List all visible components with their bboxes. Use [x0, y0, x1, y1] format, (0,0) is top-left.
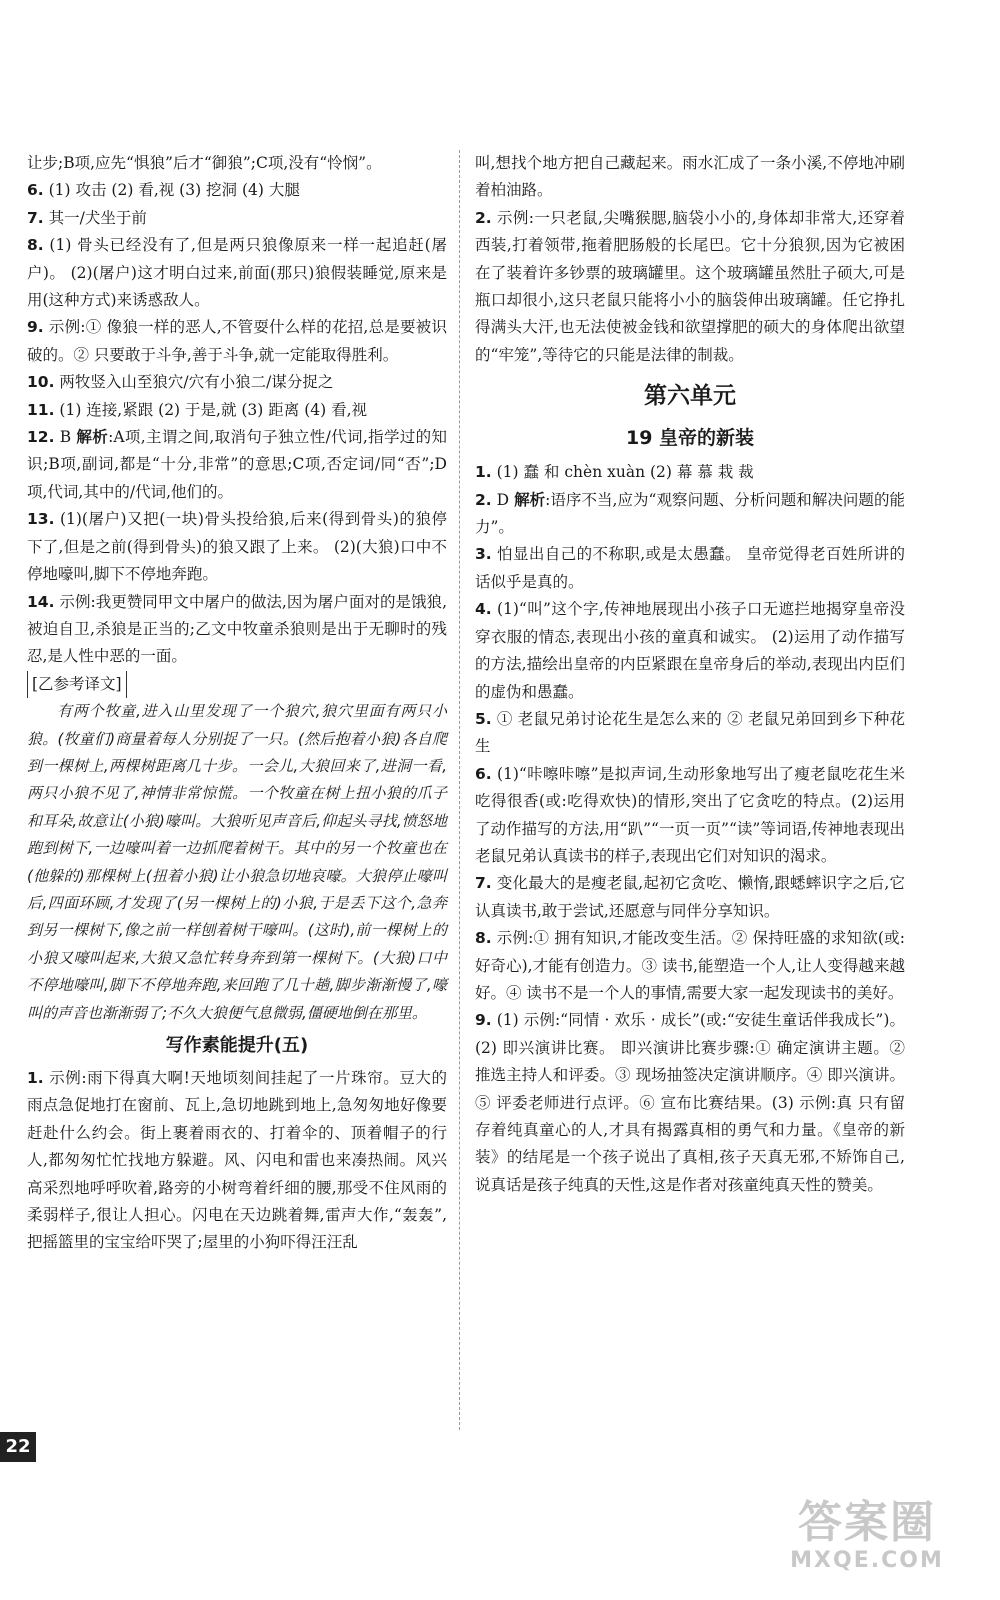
right-column: [475, 150, 905, 1199]
analysis-label: 解析: [514, 490, 546, 509]
answer-body: (1)“咔嚓咔嚓”是拟声词,生动形象地写出了瘦老鼠吃花生米吃得很香(或:吃得欢快)的情形,突出了它贪吃的特点。(2)运用了动作描写的方法,用“趴”“一页一页”“读”等词语,传神地表现出老鼠兄弟认真读书的样子,表现出它们对知识的渴求。: [475, 764, 905, 865]
answer-body: (1) 示例:“同情 · 欢乐 · 成长”(或:“安徒生童话伴我成长”)。 (2) 即兴演讲比赛。 即兴演讲比赛步骤:① 确定演讲主题。② 推选主持人和评委。③ 现场抽签决定演讲顺序。④ 即兴演讲。⑤ 评委老师进行点评。⑥ 宣布比赛结果。(3) 示例:真 只有留存着纯真童心的人,才具有揭露真相的勇气和力量。《皇帝的新装》的结尾是一个孩子说出了真相,孩子天真无邪,不矫饰自己,说真话是孩子纯真的天性,这是作者对孩童纯真天性的赞美。: [475, 1011, 905, 1194]
question-number: 6.: [27, 181, 44, 200]
answer-body: 两牧竖入山至狼穴/穴有小狼二/谋分捉之: [59, 373, 334, 392]
answer-body: (1)“叫”这个字,传神地展现出小孩子口无遮拦地揭穿皇帝没穿衣服的情态,表现出小孩的童真和诚实。 (2)运用了动作描写的方法,描绘出皇帝的内臣紧跟在皇帝身后的举动,表现出内臣们的虚伪和愚蠢。: [475, 600, 905, 701]
left-column: [27, 150, 447, 1257]
question-number: 1.: [27, 1069, 44, 1087]
question-number: 12.: [27, 428, 55, 447]
answer-body: 示例:我更赞同甲文中屠户的做法,因为屠户面对的是饿狼,被迫自卫,杀狼是正当的;乙文中牧童杀狼则是出于无聊时的残忍,是人性中恶的一面。: [27, 592, 447, 666]
analysis-label: 解析: [76, 428, 109, 447]
question-number: 5.: [475, 709, 492, 728]
answer-body: 示例:一只老鼠,尖嘴猴腮,脑袋小小的,身体却非常大,还穿着西装,打着领带,拖着肥肠般的长尾巴。它十分狼狈,因为它被困在了装着许多钞票的玻璃罐里。这个玻璃罐虽然肚子硕大,可是瓶口却很小,这只老鼠只能将小小的脑袋伸出玻璃罐。任它挣扎得满头大汗,也无法使被金钱和欲望撑肥的硕大的身体爬出欲望的“牢笼”,等待它的只能是法律的制裁。: [475, 208, 905, 364]
answer-item: [27, 1065, 447, 1257]
answer-body: (1) 蠢 和 chèn xuàn (2) 幕 慕 栽 裁: [496, 463, 754, 482]
answer-item: [475, 459, 905, 486]
answer-item: [475, 870, 905, 925]
answer-body: B: [59, 428, 72, 447]
analysis-text: :A项,主谓之间,取消句子独立性/代词,指学过的知识;B项,副词,都是“十分,非常”的意思;C项,否定词/同“否”;D项,代词,其中的/代词,他们的。: [27, 428, 447, 501]
section-title: 写作素能提升(五): [165, 1035, 309, 1056]
question-number: 7.: [475, 874, 492, 893]
answer-text: 让步;B项,应先“惧狼”后才“御狼”;C项,没有“怜悯”。: [27, 154, 382, 172]
answer-item: [27, 506, 447, 588]
answer-body: 示例:① 像狼一样的恶人,不管耍什么样的花招,总是要被识破的。② 只要敢于斗争,善于斗争,就一定能取得胜利。: [27, 318, 447, 364]
answer-item: [475, 761, 905, 871]
answer-item: [475, 205, 905, 369]
answer-item: [27, 205, 447, 232]
question-number: 4.: [475, 600, 492, 619]
answer-body: 示例:① 拥有知识,才能改变生活。② 保持旺盛的求知欲(或:好奇心),才能有创造力。③ 读书,能塑造一个人,让人变得越来越好。④ 读书不是一个人的事情,需要大家一起发现读书的美好。: [475, 929, 905, 1002]
translation-title: [乙参考译文]: [27, 671, 127, 698]
translation-text: 有两个牧童,进入山里发现了一个狼穴,狼穴里面有两只小狼。(牧童们)商量着每人分别捉了一只。(然后抱着小狼)各自爬到一棵树上,两棵树距离几十步。一会儿,大狼回来了,进洞一看,两只小狼不见了,神情非常惊慌。一个牧童在树上扭小狼的爪子和耳朵,故意让(小狼)嚎叫。大狼听见声音后,仰起头寻找,愤怒地跑到树下,一边嚎叫着一边抓爬着树干。其中的另一个牧童也在(他躲的)那棵树上(扭着小狼)让小狼急切地哀嚎。大狼停止嚎叫后,四面环顾,才发现了(另一棵树上的)小狼,于是丢下这个,急奔到另一棵树下,像之前一样刨着树干嚎叫。(这时),前一棵树上的小狼又嚎叫起来,大狼又急忙转身奔到第一棵树下。(大狼)口中不停地嚎叫,脚下不停地奔跑,来回跑了几十趟,脚步渐渐慢了,嚎叫的声音也渐渐弱了;不久大狼便气息微弱,僵硬地倒在那里。: [27, 702, 447, 1022]
question-number: 8.: [475, 929, 492, 948]
question-number: 14.: [27, 592, 55, 611]
unit-title: 第六单元: [644, 383, 736, 410]
answer-item: [27, 232, 447, 314]
answer-item: [27, 177, 447, 204]
answer-body: 其一/犬坐于前: [48, 208, 147, 227]
analysis-text: :语序不当,应为“观察问题、分析问题和解决问题的能力”。: [475, 490, 905, 537]
answer-item: [27, 589, 447, 671]
question-number: 8.: [27, 236, 44, 255]
answer-body: (1) 连接,紧跟 (2) 于是,就 (3) 距离 (4) 看,视: [59, 400, 368, 419]
question-number: 1.: [475, 463, 492, 482]
question-number: 9.: [27, 318, 44, 337]
question-number: 6.: [475, 764, 492, 783]
question-number: 13.: [27, 510, 55, 529]
answer-body: 怕显出自己的不称职,或是太愚蠢。 皇帝觉得老百姓所讲的话似乎是真的。: [475, 545, 905, 591]
answer-text: 叫,想找个地方把自己藏起来。雨水汇成了一条小溪,不停地冲刷着柏油路。: [475, 154, 905, 200]
answer-item: [475, 487, 905, 542]
answer-body: D: [496, 490, 510, 509]
answer-item: [475, 541, 905, 596]
question-number: 11.: [27, 400, 55, 419]
question-number: 2.: [475, 208, 492, 227]
answer-body: (1) 骨头已经没有了,但是两只狼像原来一样一起追赶(屠户)。 (2)(屠户)这才明白过来,前面(那只)狼假装睡觉,原来是用(这种方式)来诱惑敌人。: [27, 236, 447, 310]
question-number: 10.: [27, 373, 55, 392]
answer-item: [27, 314, 447, 369]
answer-body: ① 老鼠兄弟讨论花生是怎么来的 ② 老鼠兄弟回到乡下种花生: [475, 709, 905, 756]
question-number: 3.: [475, 545, 492, 564]
answer-item: [27, 424, 447, 506]
watermark-logo: [752, 1498, 982, 1578]
answer-item: [475, 1007, 905, 1199]
answer-item: [475, 925, 905, 1007]
translation-heading: [27, 671, 447, 698]
answer-item: [27, 397, 447, 424]
answer-item: [27, 369, 447, 396]
answer-item: [475, 706, 905, 761]
page-number: 22: [0, 1432, 36, 1462]
answer-body: (1)(屠户)又把(一块)骨头投给狼,后来(得到骨头)的狼停下了,但是之前(得到骨头)的狼又跟了上来。 (2)(大狼)口中不停地嚎叫,脚下不停地奔跑。: [27, 510, 447, 584]
answer-body: 示例:雨下得真大啊!天地顷刻间挂起了一片珠帘。豆大的雨点急促地打在窗前、瓦上,急切地跳到地上,急匆匆地好像要赶赴什么约会。街上裹着雨衣的、打着伞的、顶着帽子的行人,都匆匆忙忙找地方躲避。风、闪电和雷也来凑热闹。风兴高采烈地呼呼吹着,路旁的小树弯着纤细的腰,那受不住风雨的柔弱样子,很让人担心。闪电在天边跳着舞,雷声大作,“轰轰”,把摇篮里的宝宝给吓哭了;屋里的小狗吓得汪汪乱: [27, 1069, 448, 1252]
question-number: 2.: [475, 490, 492, 509]
column-divider: [459, 150, 460, 1430]
answer-item: [475, 596, 905, 706]
question-number: 7.: [27, 208, 44, 227]
watermark-top: 答案圈: [798, 1497, 936, 1548]
answer-body: (1) 攻击 (2) 看,视 (3) 挖洞 (4) 大腿: [48, 181, 300, 200]
lesson-title: 19 皇帝的新装: [625, 427, 755, 450]
question-number: 9.: [475, 1011, 492, 1030]
watermark-bottom: MXQE.COM: [790, 1548, 944, 1573]
answer-body: 变化最大的是瘦老鼠,起初它贪吃、懒惰,跟蟋蟀识字之后,它认真读书,敢于尝试,还愿意与同伴分享知识。: [475, 874, 905, 920]
